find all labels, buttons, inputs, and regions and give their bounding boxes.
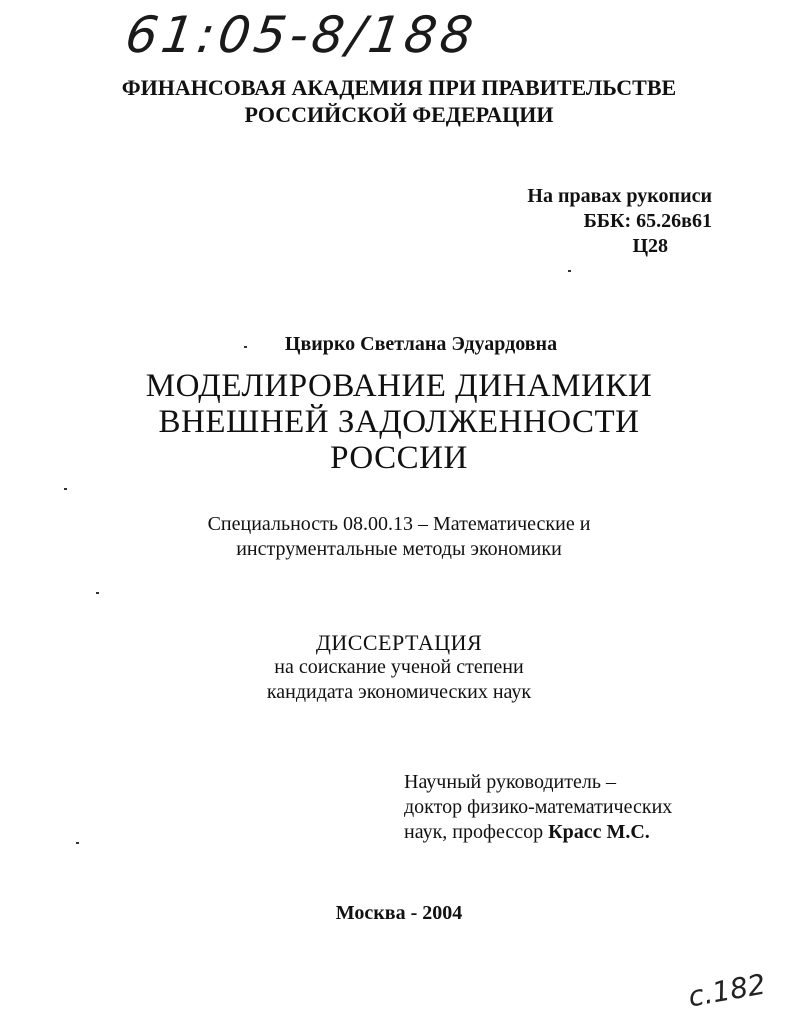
scan-speck — [64, 488, 67, 490]
title-line-1: МОДЕЛИРОВАНИЕ ДИНАМИКИ — [145, 368, 653, 404]
author-code: Ц28 — [632, 235, 668, 257]
degree-line-1: на соискание ученой степени — [274, 656, 524, 678]
specialty — [0, 512, 798, 562]
supervisor-name: Красс М.С. — [548, 821, 650, 843]
supervisor-line-2: доктор физико-математических — [404, 796, 673, 818]
bbk-code: ББК: 65.26в61 — [583, 210, 712, 232]
supervisor-title: наук, профессор — [404, 821, 544, 843]
archive-number-handwritten: 61:05-8/188 — [121, 6, 481, 64]
supervisor-line-1: Научный руководитель – — [404, 771, 616, 793]
scan-speck — [568, 270, 571, 272]
scan-speck — [76, 842, 79, 844]
institution-line-1: ФИНАНСОВАЯ АКАДЕМИЯ ПРИ ПРАВИТЕЛЬСТВЕ — [121, 75, 677, 100]
author-name: Цвирко Светлана Эдуардовна — [284, 333, 558, 355]
title-line-3: РОССИИ — [330, 440, 468, 476]
manuscript-rights-block — [527, 184, 712, 259]
degree-block — [0, 630, 798, 705]
specialty-line-2: инструментальные методы экономики — [236, 538, 562, 560]
specialty-line-1: Специальность 08.00.13 – Математические и — [207, 513, 591, 535]
institution-line-2: РОССИЙСКОЙ ФЕДЕРАЦИИ — [244, 102, 554, 127]
dissertation-title — [0, 368, 798, 476]
institution-name — [0, 74, 798, 128]
dissertation-heading: ДИССЕРТАЦИЯ — [315, 630, 483, 655]
page-count-handwritten: с.182 — [685, 967, 769, 1014]
supervisor-line-3 — [404, 820, 672, 845]
title-line-2: ВНЕШНЕЙ ЗАДОЛЖЕННОСТИ — [158, 404, 640, 440]
degree-line-2: кандидата экономических наук — [266, 681, 532, 703]
scan-speck — [96, 592, 99, 594]
rights-line: На правах рукописи — [527, 185, 712, 207]
city-year: Москва - 2004 — [335, 902, 463, 924]
supervisor-block — [404, 770, 672, 845]
scan-speck — [244, 346, 247, 348]
